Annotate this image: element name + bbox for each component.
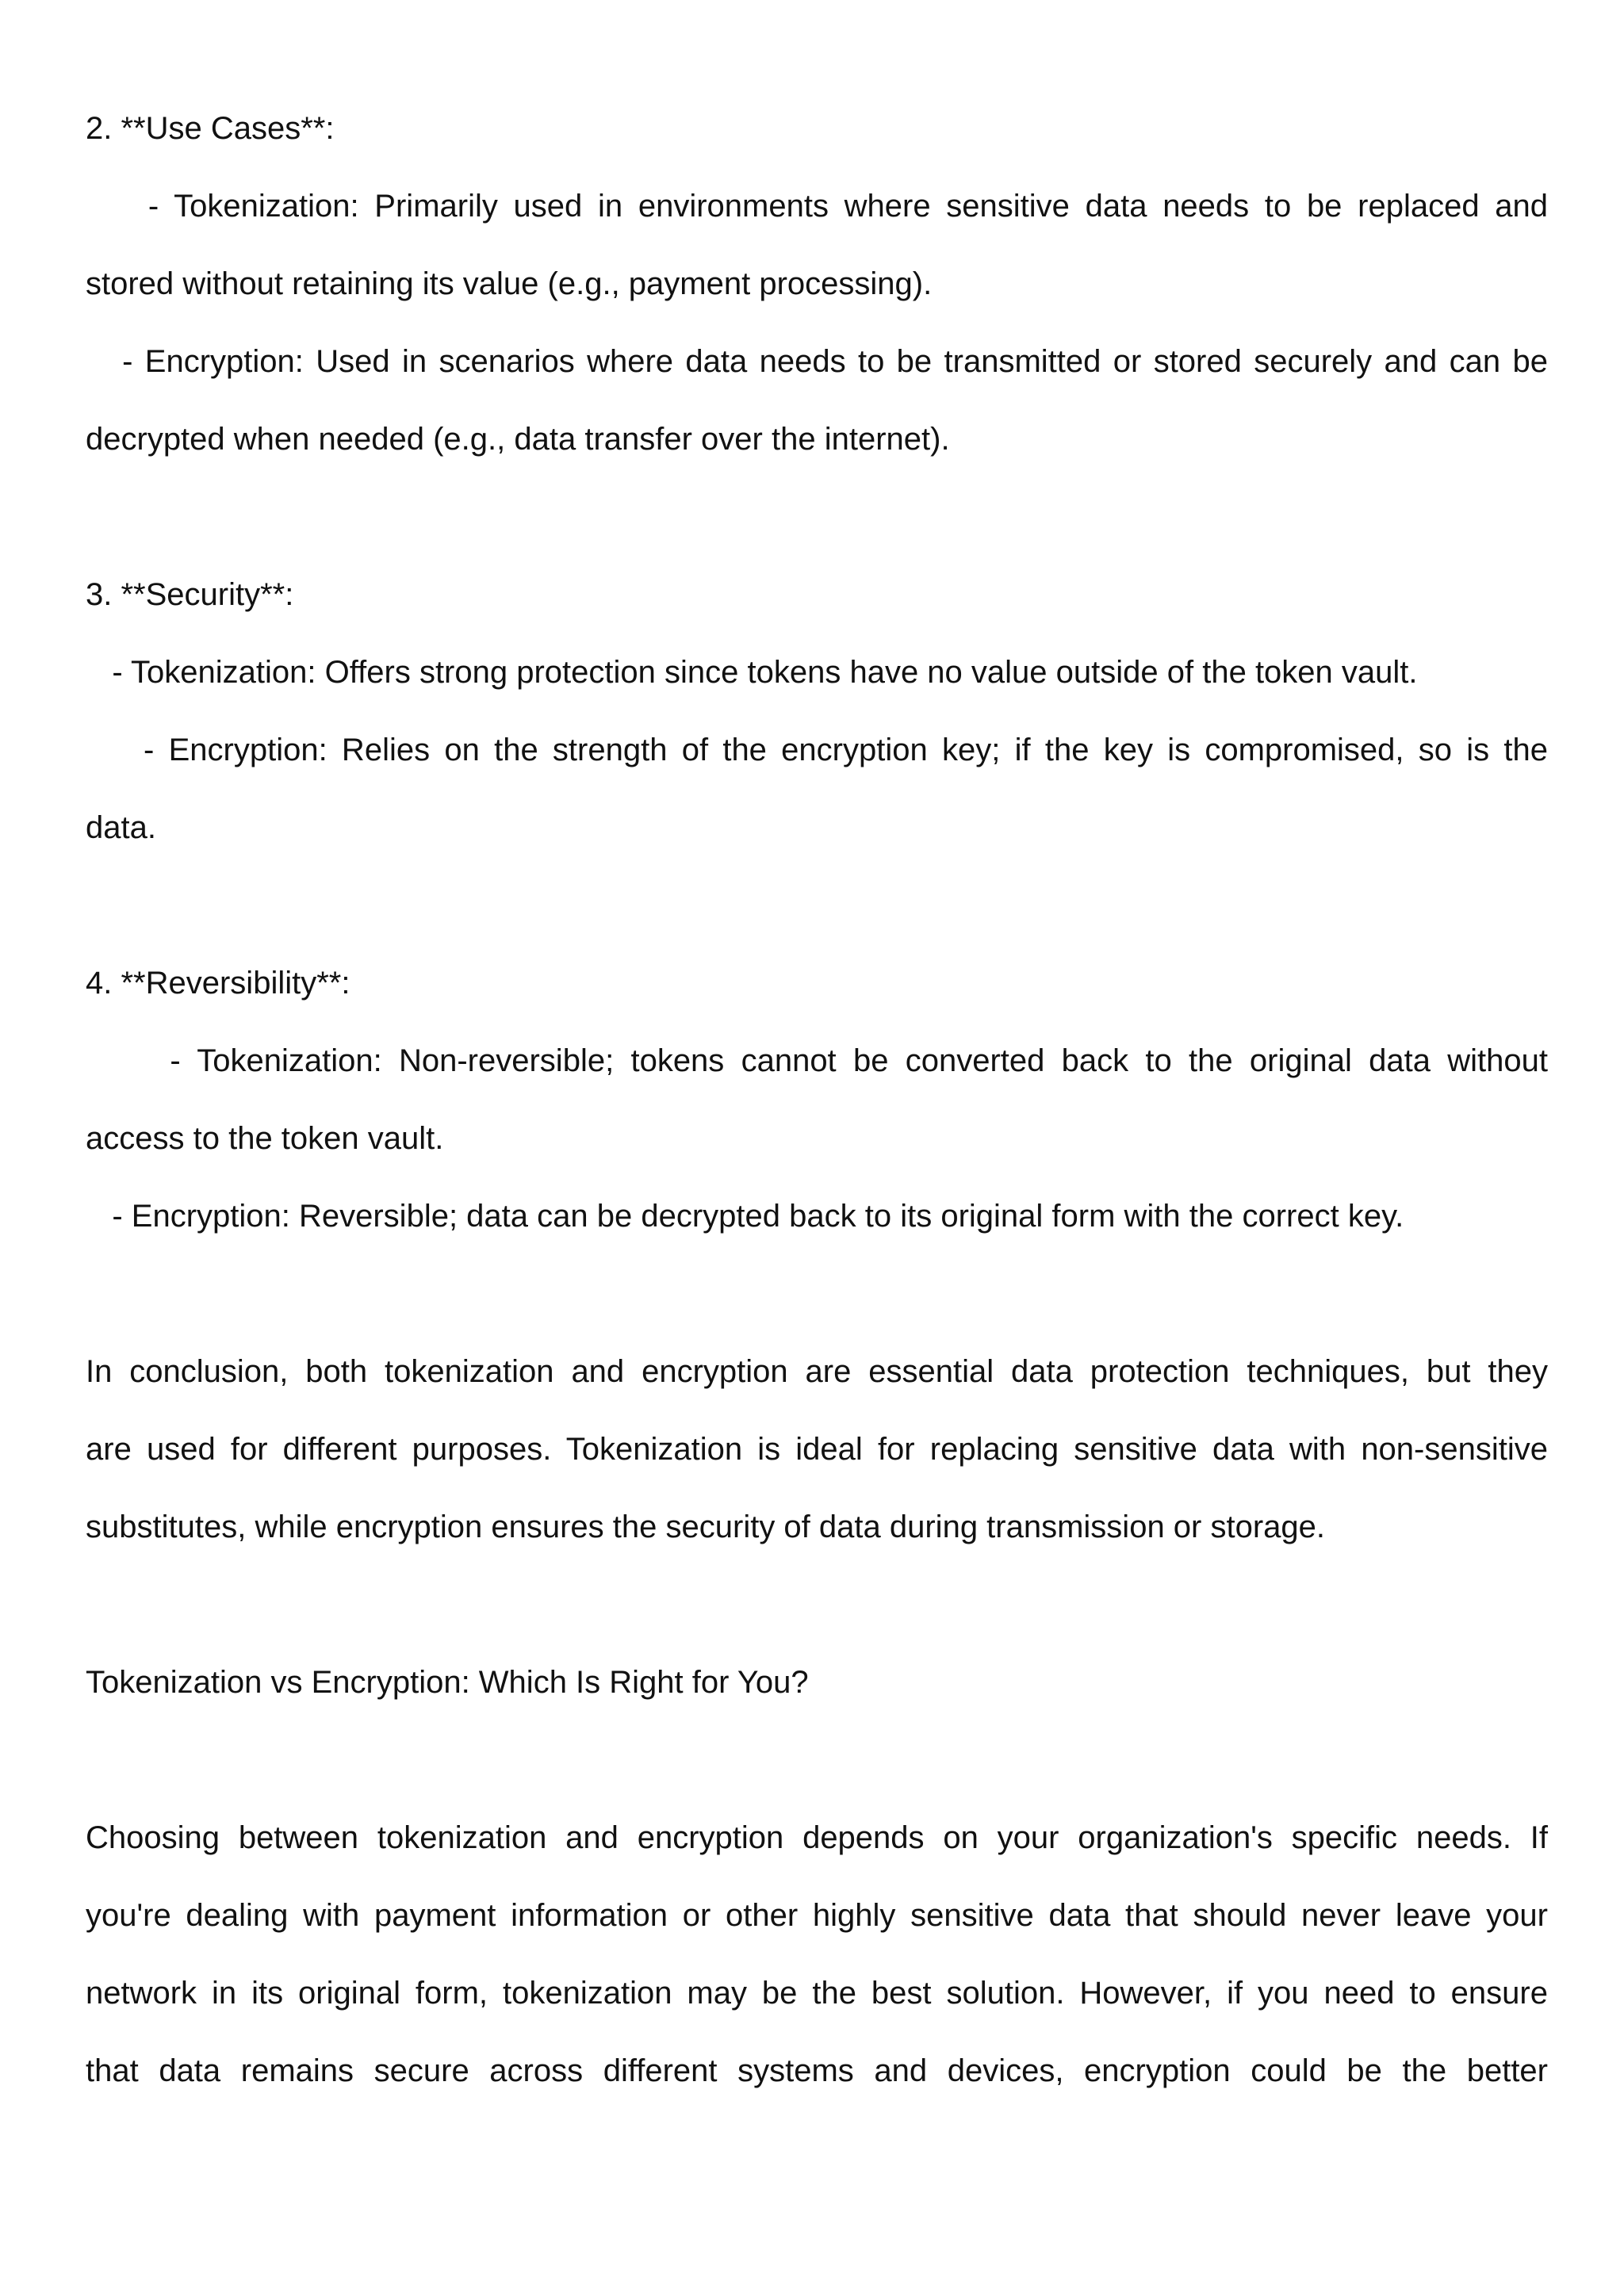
final-paragraph-line1: Choosing between tokenization and encryption depends on your organization's specific needs. If (86, 1820, 1548, 1855)
bullet-encryption-security-line1: - Encryption: Relies on the strength of the encryption key; if the key is compromised, so is the (86, 733, 1549, 767)
subheading: Tokenization vs Encryption: Which Is Right for You? (86, 1665, 809, 1700)
final-paragraph-line2: you're dealing with payment information or other highly sensitive data that should never leave your (86, 1898, 1548, 1933)
document-page (86, 90, 1548, 2110)
paragraph-gap (86, 478, 1548, 556)
section-heading-use-cases: 2. **Use Cases**: (86, 111, 335, 146)
conclusion-line2: are used for different purposes. Tokenization is ideal for replacing sensitive data with non-sensitive (86, 1432, 1548, 1467)
conclusion-line1: In conclusion, both tokenization and encryption are essential data protection techniques, but they (86, 1354, 1548, 1389)
bullet-encryption-reversibility-line1: - Encryption: Reversible; data can be decrypted back to its original form with the correct key. (86, 1199, 1404, 1234)
bullet-encryption-use-cases-line1: - Encryption: Used in scenarios where data needs to be transmitted or stored securely and can be (86, 344, 1548, 379)
bullet-encryption-use-cases-line2: decrypted when needed (e.g., data transfer over the internet). (86, 422, 950, 457)
final-paragraph-line4: that data remains secure across different systems and devices, encryption could be the better (86, 2053, 1548, 2088)
bullet-tokenization-reversibility-line1: - Tokenization: Non-reversible; tokens cannot be converted back to the original data without (86, 1043, 1548, 1078)
bullet-tokenization-use-cases-line2: stored without retaining its value (e.g., payment processing). (86, 266, 933, 301)
bullet-tokenization-security-line1: - Tokenization: Offers strong protection since tokens have no value outside of the token vault. (86, 655, 1418, 690)
conclusion-line3: substitutes, while encryption ensures the security of data during transmission or storage. (86, 1510, 1326, 1544)
paragraph-gap (86, 1566, 1548, 1644)
paragraph-gap (86, 1255, 1548, 1333)
section-heading-reversibility: 4. **Reversibility**: (86, 966, 350, 1001)
bullet-tokenization-reversibility-line2: access to the token vault. (86, 1121, 444, 1156)
bullet-encryption-security-line2: data. (86, 810, 156, 845)
paragraph-gap (86, 867, 1548, 944)
bullet-tokenization-use-cases-line1: - Tokenization: Primarily used in environments where sensitive data needs to be replaced and (86, 189, 1549, 224)
paragraph-gap (86, 1721, 1548, 1799)
section-heading-security: 3. **Security**: (86, 577, 294, 612)
final-paragraph-line3: network in its original form, tokenization may be the best solution. However, if you need to ensure (86, 1976, 1548, 2011)
